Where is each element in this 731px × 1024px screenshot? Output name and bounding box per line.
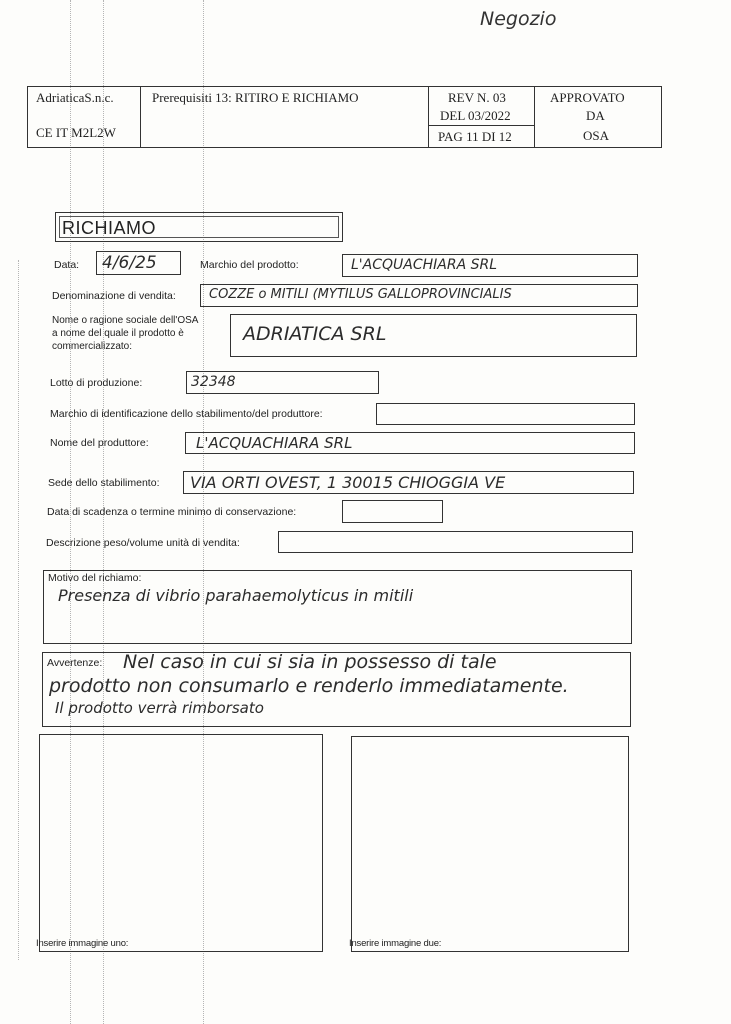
header-rev: REV N. 03	[448, 90, 506, 105]
osa-label-3: commercializzato:	[52, 341, 133, 352]
header-code: CE IT M2L2W	[36, 125, 116, 140]
avvertenze-line-2: prodotto non consumarlo e renderlo immediatamente.	[49, 675, 569, 697]
denominazione-field[interactable]	[200, 284, 638, 307]
image-one-box[interactable]	[36, 734, 323, 952]
marchio-field[interactable]	[342, 254, 638, 277]
avvertenze-line-3: Il prodotto verrà rimborsato	[55, 699, 264, 717]
data-value: 4/6/25	[102, 253, 157, 273]
header-date: DEL 03/2022	[440, 108, 511, 123]
image-two-label: Inserire immagine due:	[349, 938, 442, 949]
sede-value: VIA ORTI OVEST, 1 30015 CHIOGGIA VE	[190, 473, 506, 492]
header-approved: APPROVATO	[550, 90, 625, 105]
lotto-label: Lotto di produzione:	[50, 377, 143, 389]
avvertenze-label: Avvertenze:	[47, 657, 103, 669]
sede-field[interactable]	[183, 471, 634, 494]
handwritten-note: Negozio	[480, 8, 557, 30]
scan-artifact	[18, 260, 19, 960]
header-approved-da: DA	[586, 108, 605, 123]
form-title-box	[55, 212, 343, 242]
motivo-label: Motivo del richiamo:	[48, 572, 142, 584]
marchio-id-field[interactable]	[376, 403, 635, 425]
peso-label: Descrizione peso/volume unità di vendita:	[46, 537, 240, 549]
avvertenze-field[interactable]	[42, 652, 631, 727]
document-header	[27, 86, 662, 148]
data-label: Data:	[54, 259, 80, 271]
image-two-box[interactable]	[351, 736, 629, 952]
peso-field[interactable]	[278, 531, 633, 553]
produttore-value: L'ACQUACHIARA SRL	[196, 434, 353, 452]
produttore-label: Nome del produttore:	[50, 437, 149, 449]
marchio-label: Marchio del prodotto:	[200, 259, 299, 271]
osa-label-1: Nome o ragione sociale dell'OSA	[52, 315, 199, 326]
denominazione-label: Denominazione di vendita:	[52, 290, 176, 302]
header-page: PAG 11 DI 12	[438, 129, 512, 144]
lotto-value: 32348	[191, 374, 236, 390]
marchio-id-label: Marchio di identificazione dello stabilimento/del produttore:	[50, 408, 323, 420]
osa-value: ADRIATICA SRL	[243, 323, 387, 345]
header-company: AdriaticaS.n.c.	[36, 90, 114, 105]
produttore-field[interactable]	[185, 432, 635, 454]
motivo-value: Presenza di vibrio parahaemolyticus in mitili	[58, 586, 414, 605]
data-field[interactable]	[96, 251, 181, 275]
scadenza-label: Data di scadenza o termine minimo di conservazione:	[47, 506, 297, 518]
header-approved-osa: OSA	[583, 128, 610, 143]
sede-label: Sede dello stabilimento:	[48, 477, 160, 489]
form-title: RICHIAMO	[62, 218, 156, 238]
lotto-field[interactable]	[186, 371, 379, 394]
osa-field[interactable]	[230, 314, 637, 357]
scadenza-field[interactable]	[342, 500, 443, 523]
motivo-field[interactable]	[43, 570, 632, 644]
marchio-value: L'ACQUACHIARA SRL	[351, 257, 498, 273]
avvertenze-line-1: Nel caso in cui si sia in possesso di tale	[123, 651, 497, 673]
header-prerequisite: Prerequisiti 13: RITIRO E RICHIAMO	[152, 90, 359, 105]
image-one-label: Inserire immagine uno:	[36, 938, 129, 949]
osa-label-2: a nome del quale il prodotto è	[52, 328, 184, 339]
denominazione-value: COZZE o MITILI (MYTILUS GALLOPROVINCIALIS	[209, 287, 512, 302]
